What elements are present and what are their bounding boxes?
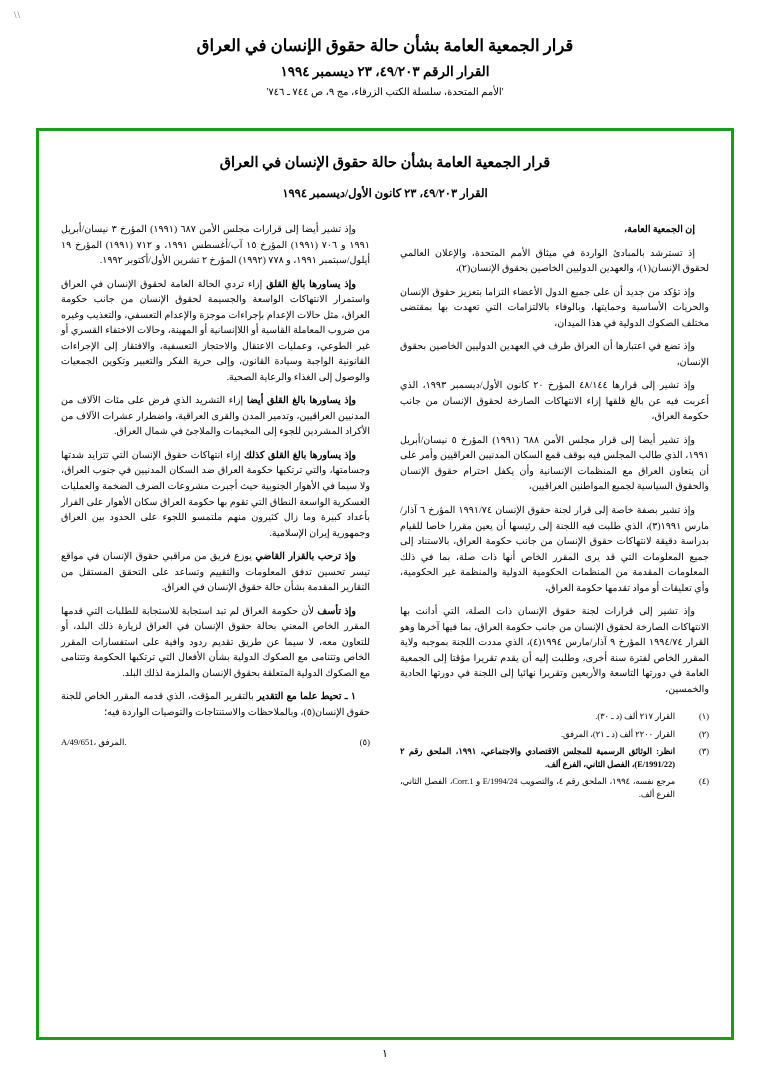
paragraph-text: بالتقرير المؤقت، الذي قدمه المقرر الخاص للجنة حقوق الإنسان(٥)، وبالملاحظات والاستنتاجات والتوصيات الواردة فيه؛ [61, 691, 370, 718]
paragraph-text: إزاء التشريد الذي فرض على مئات الآلاف من المدنيين العراقيين، وتدمير المدن والقرى العراقية، واضطرار عشرات الآلاف من الأكراد المشردين للجوء إلى المخيمات والملاجئ في شمال العراق. [61, 395, 370, 438]
paragraph-text: يوزع فريق من مراقبي حقوق الإنسان في مواقع تيسر تحسين تدفق المعلومات والتقييم وتساعد على التحقق المستقل من التقارير المقدمة بشأن حالة حقوق الإنسان في العراق. [61, 551, 370, 594]
document-title: قرار الجمعية العامة بشأن حالة حقوق الإنسان في العراق [196, 36, 574, 55]
footnote-marker: (٣) [699, 747, 709, 757]
document-source-note: 'الأمم المتحدة، سلسلة الكتب الزرقاء، مج ٩، ص ٧٤٤ ـ ٧٤٦' [266, 87, 504, 98]
footnote-marker: (٢) [699, 729, 709, 739]
footnotes [400, 711, 709, 801]
paragraph-text: إزاء انتهاكات حقوق الإنسان التي تتزايد شدتها وجسامتها، والتي ترتكبها حكومة العراق ضد السكان المدنيين في جنوب العراق، ولا سيما في الأهوار الجنوبية حيث أجبرت مشروعات الصرف الضخمة والعمليات العسكرية الواسعة النطاق التي تقوم بها حكومة العراق سكان الأهوار على الفرار بأعداد كبيرة وما زال كثيرون منهم ملتمسو اللجوء على الحدود بين العراق وجمهورية إيران الإسلامية. [61, 449, 370, 539]
footnote-reference-row [61, 736, 370, 750]
footnote-text: انظر: الوثائق الرسمية للمجلس الاقتصادي والاجتماعي، ١٩٩١، الملحق رقم ٢ (E/1991/22)، الفصل الثاني، الفرع ألف. [400, 747, 675, 769]
paragraph-lead-run: ١ ـ تحيط علما مع التقدير [257, 691, 356, 703]
paragraph-text: وإذ تشير أيضا إلى قرارات مجلس الأمن ٦٨٧ (١٩٩١) المؤرخ ٣ نيسان/أبريل ١٩٩١ و ٧٠٦ (١٩٩١) المؤرخ ١٥ آب/أغسطس ١٩٩١، و ٧١٢ (١٩٩١) المؤرخ ١٩ أيلول/سبتمبر ١٩٩١، و ٧٧٨ (١٩٩٢) المؤرخ ٢ تشرين الأول/أكتوبر ١٩٩٢. [61, 224, 370, 267]
footnote-document-symbol: A/49/651، المرفق. [61, 737, 127, 748]
footnote-text: القرار ٢١٧ ألف (د ـ ٣٠). [595, 712, 675, 722]
paragraph [61, 549, 370, 596]
paragraph [61, 222, 370, 269]
paragraph-lead-run: وإذ ترحب بالقرار القاضي [255, 551, 356, 563]
document-subtitle: القرار الرقم ٤٩/٢٠٣، ٢٣ ديسمبر ١٩٩٤ [280, 64, 490, 79]
footnote-text: القرار ٢٢٠٠ ألف (د ـ ٢١)، المرفق. [560, 729, 675, 739]
preamble-lead: إن الجمعية العامة، [623, 224, 695, 235]
paragraph-lead-run: وإذ يساورها بالغ القلق أيضا [246, 395, 356, 407]
document-header [0, 36, 770, 98]
footnote-marker: (٥) [359, 737, 370, 748]
paragraph-text: لأن حكومة العراق لم تبد استجابة للاستجابة للطلبات التي قدمها المقرر الخاص المعني بحالة حقوق الإنسان في العراق لزيارة ذلك البلد، أو للتعاون معه، لا سيما عن طريق تقديم ردود وافية على استفسارات المقرر الخاص وتتنامى مع الصكوك الدولية بشأن الأفعال التي ترتكبها الحكومة وتتنامى مع الصكوك الدولية المتعلقة بحقوق الإنسان والملزمة لذلك البلد. [61, 605, 370, 679]
footnote-text: مرجع نفسه، ١٩٩٤، الملحق رقم ٤، والتصويب E/1994/24 و Corr.1، الفصل الثاني، الفرع ألف. [400, 777, 676, 799]
paragraph: وإذ تشير إلى قرارها ٤٨/١٤٤ المؤرخ ٢٠ كانون الأول/ديسمبر ١٩٩٣، الذي أعربت فيه عن بالغ قلقها إزاء الانتهاكات الصارخة لحقوق الإنسان من جانب حكومة العراق، [400, 380, 709, 423]
paragraph [61, 604, 370, 682]
column-right [400, 222, 709, 806]
paragraph [61, 277, 370, 386]
paragraph-text: إزاء تردي الحالة العامة لحقوق الإنسان في العراق واستمرار الانتهاكات الواسعة والجسيمة لحقوق الإنسان من جانب حكومة العراق، مثل حالات الإعدام بإجراءات موجزة والإعدام التعسفي، والتعذيب وغيره من ضروب المعاملة القاسية أو اللاإنسانية أو المهينة، وحالات الاختفاء القسري أو غير الطوعي، وعمليات الاعتقال والاحتجاز التعسفية، والافتقار إلى الإجراءات القانونية الواجبة وسيادة القانون، وإلى حرية الفكر والتعبير وتكوين الجمعيات والوصول إلى الغذاء والرعاية الصحية. [61, 278, 370, 383]
paragraph: وإذ تشير أيضا إلى قرار مجلس الأمن ٦٨٨ (١٩٩١) المؤرخ ٥ نيسان/أبريل ١٩٩١، الذي طالب المجلس فيه بوقف قمع السكان المدنيين العراقيين وأمر على أن يتعاون العراق مع المنظمات الإنسانية وأن يكفل احترام حقوق الإنسان والحقوق السياسية لجميع المواطنين العراقيين، [400, 434, 709, 493]
paragraph-lead-run: وإذ يساورها بالغ القلق [266, 278, 356, 290]
paragraph: إذ تسترشد بالمبادئ الواردة في ميثاق الأمم المتحدة، والإعلان العالمي لحقوق الإنسان(١)، والعهدين الدوليين الخاصين بحقوق الإنسان(٢)، [400, 247, 709, 275]
body-columns [61, 222, 709, 806]
paragraph [61, 393, 370, 440]
footnote-item [400, 711, 709, 723]
corner-mark: \\ [14, 10, 22, 20]
resolution-title: قرار الجمعية العامة بشأن حالة حقوق الإنسان في العراق [219, 155, 551, 171]
paragraph: وإذ تؤكد من جديد أن على جميع الدول الأعضاء التزاما بتعزيز حقوق الإنسان والحريات الأساسية وحمايتها، وبالوفاء بالالتزامات التي تعهدت بها بمقتضى مختلف الصكوك الدولية في هذا الميدان، [400, 286, 709, 329]
footnote-item [400, 729, 709, 741]
footnote-marker: (١) [699, 712, 709, 722]
paragraph: وإذ تضع في اعتبارها أن العراق طرف في العهدين الدوليين الخاصين بحقوق الإنسان، [400, 341, 709, 368]
bordered-content-frame [36, 128, 734, 1040]
column-left [61, 222, 370, 750]
footnote-item [400, 776, 709, 801]
paragraph: وإذ تشير بصفة خاصة إلى قرار لجنة حقوق الإنسان ١٩٩١/٧٤ المؤرخ ٦ آذار/مارس ١٩٩١(٣)، الذي طلبت فيه اللجنة إلى رئيسها أن يعين مقررا خاصا للقيام بدراسة دقيقة لانتهاكات حقوق الإنسان من جانب حكومة العراق، بالاستناد إلى جميع المعلومات التي قد يرى المقرر الخاص أنها ذات صلة، بما في ذلك المعلومات المقدمة من المنظمات الحكومية الدولية والمنظمة غير الحكومية، وأي تعليقات أو مواد تقدمها حكومة العراق، [400, 504, 709, 594]
footnote-item [400, 746, 709, 771]
paragraph: وإذ تشير إلى قرارات لجنة حقوق الإنسان ذات الصلة، التي أدانت بها الانتهاكات الصارخة لحقوق الإنسان من جانب حكومة العراق، بما فيها آخرها وهو القرار ١٩٩٤/٧٤ المؤرخ ٩ آذار/مارس ١٩٩٤(٤)، الذي مددت اللجنة بموجبه ولاية المقرر الخاص لفترة سنة أخرى، وطلبت إليه أن يقدم تقريرا مؤقتا إلى الجمعية العامة في دورتها التاسعة والأربعين وتقريرا نهائيا إلى اللجنة في دورتها الحادية والخمسين، [400, 606, 710, 695]
footnote-marker: (٤) [699, 777, 709, 787]
paragraph [61, 448, 370, 541]
page-number: ١ [382, 1048, 388, 1060]
paragraph [61, 689, 370, 720]
paragraph-lead-run: وإذ يساورها بالغ القلق كذلك [243, 449, 356, 461]
resolution-subtitle: القرار ٤٩/٢٠٣، ٢٣ كانون الأول/ديسمبر ١٩٩٤ [282, 188, 488, 200]
paragraph-lead-run: وإذ تأسف [317, 605, 356, 617]
